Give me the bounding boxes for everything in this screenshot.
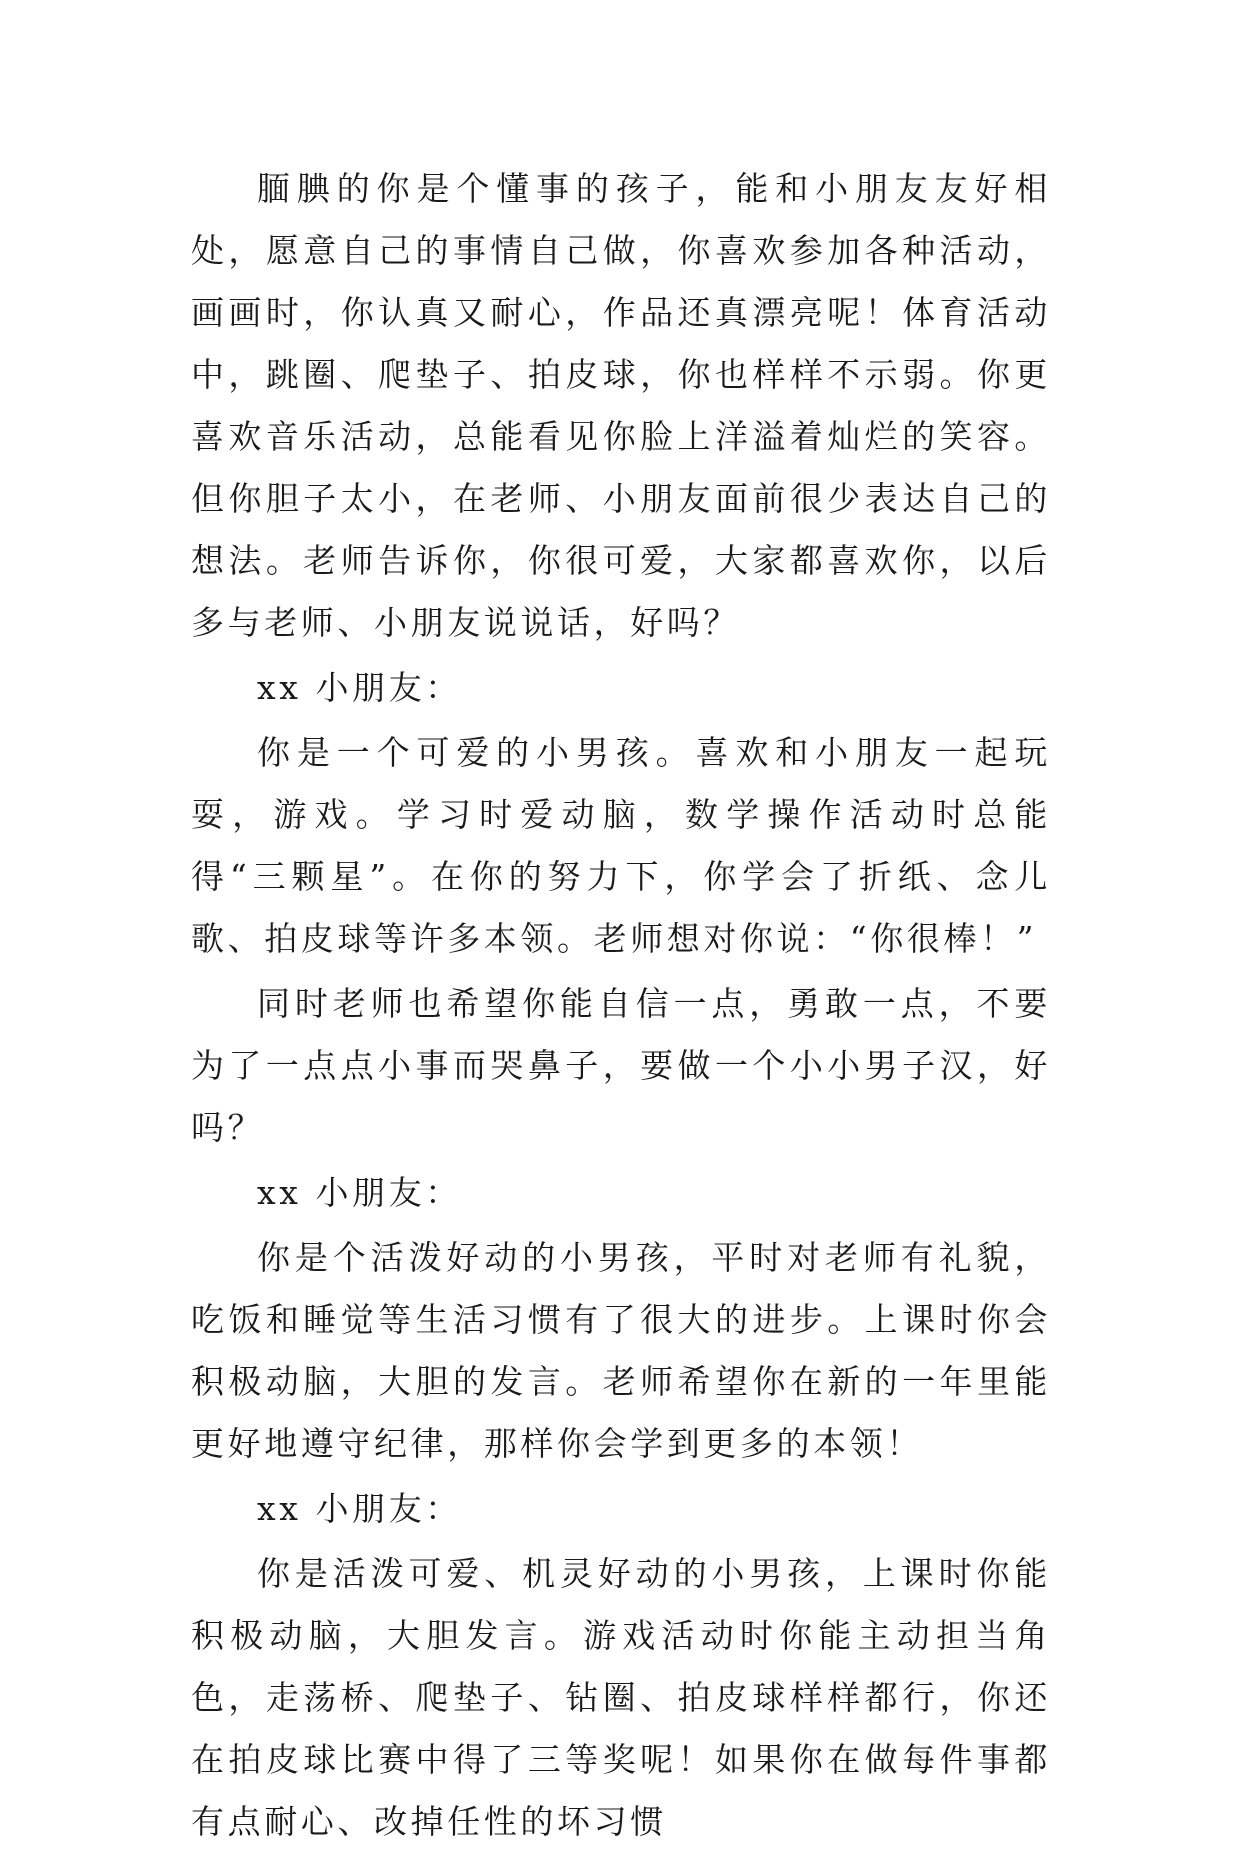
greeting-2: xx 小朋友： <box>257 1173 462 1212</box>
document-body <box>191 158 1051 1856</box>
paragraph-4: 你是个活泼好动的小男孩，平时对老师有礼貌，吃饭和睡觉等生活习惯有了很大的进步。上课时你会积极动脑，大胆的发言。老师希望你在新的一年里能更好地遵守纪律，那样你会学到更多的本领！ <box>191 1238 1051 1463</box>
paragraph-1: 腼腆的你是个懂事的孩子，能和小朋友友好相处，愿意自己的事情自己做，你喜欢参加各种活动，画画时，你认真又耐心，作品还真漂亮呢！体育活动中，跳圈、爬垫子、拍皮球，你也样样不示弱。你更喜欢音乐活动，总能看见你脸上洋溢着灿烂的笑容。但你胆子太小，在老师、小朋友面前很少表达自己的想法。老师告诉你，你很可爱，大家都喜欢你，以后多与老师、小朋友说说话，好吗？ <box>191 169 1051 642</box>
paragraph-2: 你是一个可爱的小男孩。喜欢和小朋友一起玩耍，游戏。学习时爱动脑，数学操作活动时总能得“三颗星”。在你的努力下，你学会了折纸、念儿歌、拍皮球等许多本领。老师想对你说：“你很棒！” <box>191 733 1051 958</box>
paragraph-5: 你是活泼可爱、机灵好动的小男孩，上课时你能积极动脑，大胆发言。游戏活动时你能主动担当角色，走荡桥、爬垫子、钻圈、拍皮球样样都行，你还在拍皮球比赛中得了三等奖呢！如果你在做每件事都有点耐心、改掉任性的坏习惯 <box>191 1554 1051 1841</box>
greeting-1: xx 小朋友： <box>257 668 462 707</box>
paragraph-3: 同时老师也希望你能自信一点，勇敢一点，不要为了一点点小事而哭鼻子，要做一个小小男子汉，好吗？ <box>191 984 1051 1147</box>
greeting-3: xx 小朋友： <box>257 1489 462 1528</box>
